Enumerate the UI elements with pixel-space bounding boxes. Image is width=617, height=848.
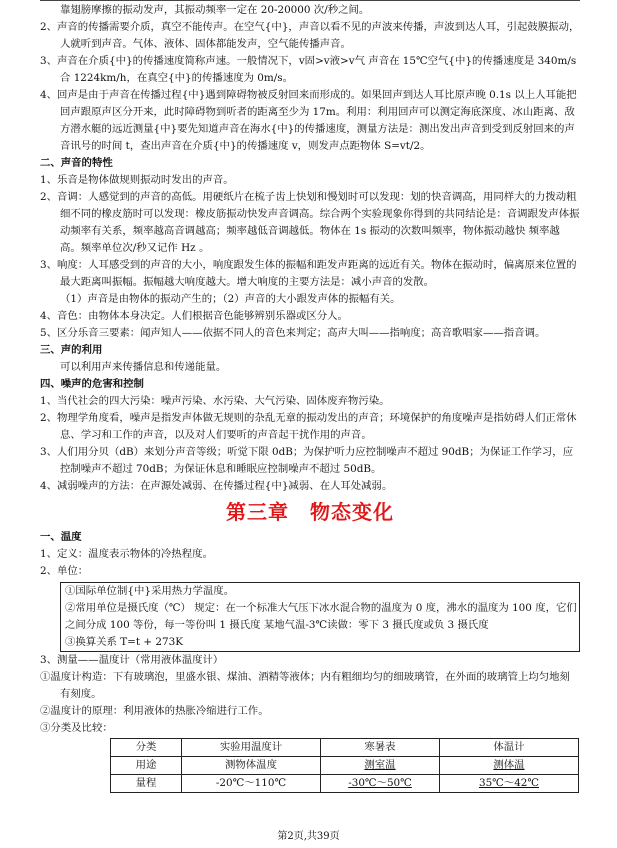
section-heading-characteristics: 二、声音的特性 (40, 157, 113, 169)
line-decibel: 3、人们用分贝（dB）来划分声音等级；听觉下限 0dB；为保护听力应控制噪声不超过 90dB；为保证工作学习，应控制噪声不超过 70dB；为保证休息和睡眠应控制噪声不超过 50dB。 (40, 446, 574, 475)
line-reduce-noise: 4、减弱噪声的方法：在声源处减弱、在传播过程{中}减弱、在人耳处减弱。 (40, 480, 393, 492)
table-cell: 测物体温度 (182, 757, 321, 775)
unit-celsius: ②常用单位是摄氏度（℃） 规定：在一个标准大气压下冰水混合物的温度为 0 度，沸水的温度为 100 度，它们之间分成 100 等份，每一等份叫 1 摄氏度 某地气温-3℃读做：零下 3 摄氏度或负 3 摄氏度 (65, 602, 577, 631)
page-number-footer: 第2页,共39页 (277, 831, 340, 842)
line-thermometer-principle: ②温度计的原理：利用液体的热胀冷缩进行工作。 (40, 705, 269, 717)
line-three-elements: 5、区分乐音三要素：闻声知人——依据不同人的音色来判定；高声大叫——指响度；高音歌唱家——指音调。 (40, 327, 546, 339)
line-four-pollutions: 1、当代社会的四大污染：噪声污染、水污染、大气污染、固体废弃物污染。 (40, 395, 390, 407)
thermometer-comparison-table (110, 738, 579, 793)
line-timbre: 4、音色：由物体本身决定。人们根据音色能够辨别乐器或区分人。 (40, 310, 348, 322)
line-wing-friction: 靠翅膀摩擦的振动发声，其振动频率一定在 20-20000 次/秒之间。 (60, 4, 370, 16)
table-row (111, 757, 579, 775)
line-conclusions: （1）声音是由物体的振动产生的；（2）声音的大小跟发声体的振幅有关。 (60, 293, 401, 305)
line-thermometer-structure: ①温度计构造：下有玻璃泡，里盛水银、煤油、酒精等液体；内有粗细均匀的细玻璃管，在外面的玻璃管上均匀地刻有刻度。 (40, 671, 570, 700)
table-cell: 测室温 (321, 757, 440, 775)
line-unit-heading: 2、单位： (40, 565, 89, 577)
table-cell: 用途 (111, 757, 182, 775)
table-header-row (111, 739, 579, 757)
table-cell: 量程 (111, 775, 182, 793)
line-sound-speed: 3、声音在介质{中}的传播速度简称声速。一般情况下，v固>v液>v气 声音在 15℃空气{中}的传播速度是 340m/s 合 1224km/h，在真空{中}的传播速度为 0m/s。 (40, 55, 577, 84)
table-header-cell: 分类 (111, 739, 182, 757)
unit-si: ①国际单位制{中}采用热力学温度。 (65, 585, 235, 597)
document-page (40, 0, 580, 793)
unit-conversion: ③换算关系 T=t + 273K (65, 636, 183, 648)
line-measure: 3、测量——温度计（常用液体温度计） (40, 654, 224, 666)
section-heading-use: 三、声的利用 (40, 344, 103, 356)
line-temp-definition: 1、定义：温度表示物体的冷热程度。 (40, 548, 213, 560)
line-classification: ③分类及比较： (40, 722, 113, 734)
section-heading-temperature: 一、温度 (40, 531, 82, 543)
table-cell: 测体温 (440, 757, 579, 775)
line-loudness: 3、响度：人耳感受到的声音的大小，响度跟发生体的振幅和距发声距离的远近有关。物体在振动时，偏离原来位置的最大距离叫振幅。振幅越大响度越大。增大响度的主要方法是：减小声音的发散。 (40, 259, 577, 288)
line-sound-use: 可以利用声来传播信息和传递能量。 (60, 361, 227, 373)
table-cell: -30℃～50℃ (321, 775, 440, 793)
table-cell: -20℃～110℃ (182, 775, 321, 793)
chapter-title: 第三章 物态变化 (226, 500, 394, 524)
line-sound-medium: 2、声音的传播需要介质，真空不能传声。在空气{中}，声音以看不见的声波来传播，声波到达人耳，引起鼓膜振动，人就听到声音。气体、液体、固体都能发声，空气能传播声音。 (40, 21, 580, 50)
table-header-cell: 寒暑表 (321, 739, 440, 757)
units-box (60, 582, 580, 652)
table-cell: 35℃～42℃ (440, 775, 579, 793)
line-pitch: 2、音调：人感觉到的声音的高低。用硬纸片在梳子齿上快划和慢划时可以发现：划的快音调高，用同样大的力拨动粗细不同的橡皮筋时可以发现：橡皮筋振动快发声音调高。综合两个实验现象你得到的共同结论是：音调跟发声体振动频率有关系，频率越高音调越高；频率越低音调越低。物体在 1s 振动的次数叫频率，物体振动越快 频率越高。频率单位次/秒又记作 Hz 。 (40, 191, 580, 254)
line-echo: 4、回声是由于声音在传播过程{中}遇到障碍物被反射回来而形成的。如果回声到达人耳比原声晚 0.1s 以上人耳能把回声跟原声区分开来，此时障碍物到听者的距离至少为 17m。利用：利用回声可以测定海底深度、冰山距离、敌方潜水艇的远近测量{中}要先知道声音在海水{中}的传播速度，测量方法是：测出发出声音到受到反射回来的声音讯号的时间 t，查出声音在介质{中}的传播速度 v，则发声点距物体 S=vt/2。 (40, 89, 577, 152)
table-header-cell: 实验用温度计 (182, 739, 321, 757)
line-noise-definition: 2、物理学角度看，噪声是指发声体做无规则的杂乱无章的振动发出的声音；环境保护的角度噪声是指妨碍人们正常休息、学习和工作的声音，以及对人们要听的声音起干扰作用的声音。 (40, 412, 577, 441)
table-header-cell: 体温计 (440, 739, 579, 757)
table-row (111, 775, 579, 793)
section-heading-noise: 四、噪声的危害和控制 (40, 378, 144, 390)
line-musical-sound: 1、乐音是物体做规则振动时发出的声音。 (40, 174, 234, 186)
